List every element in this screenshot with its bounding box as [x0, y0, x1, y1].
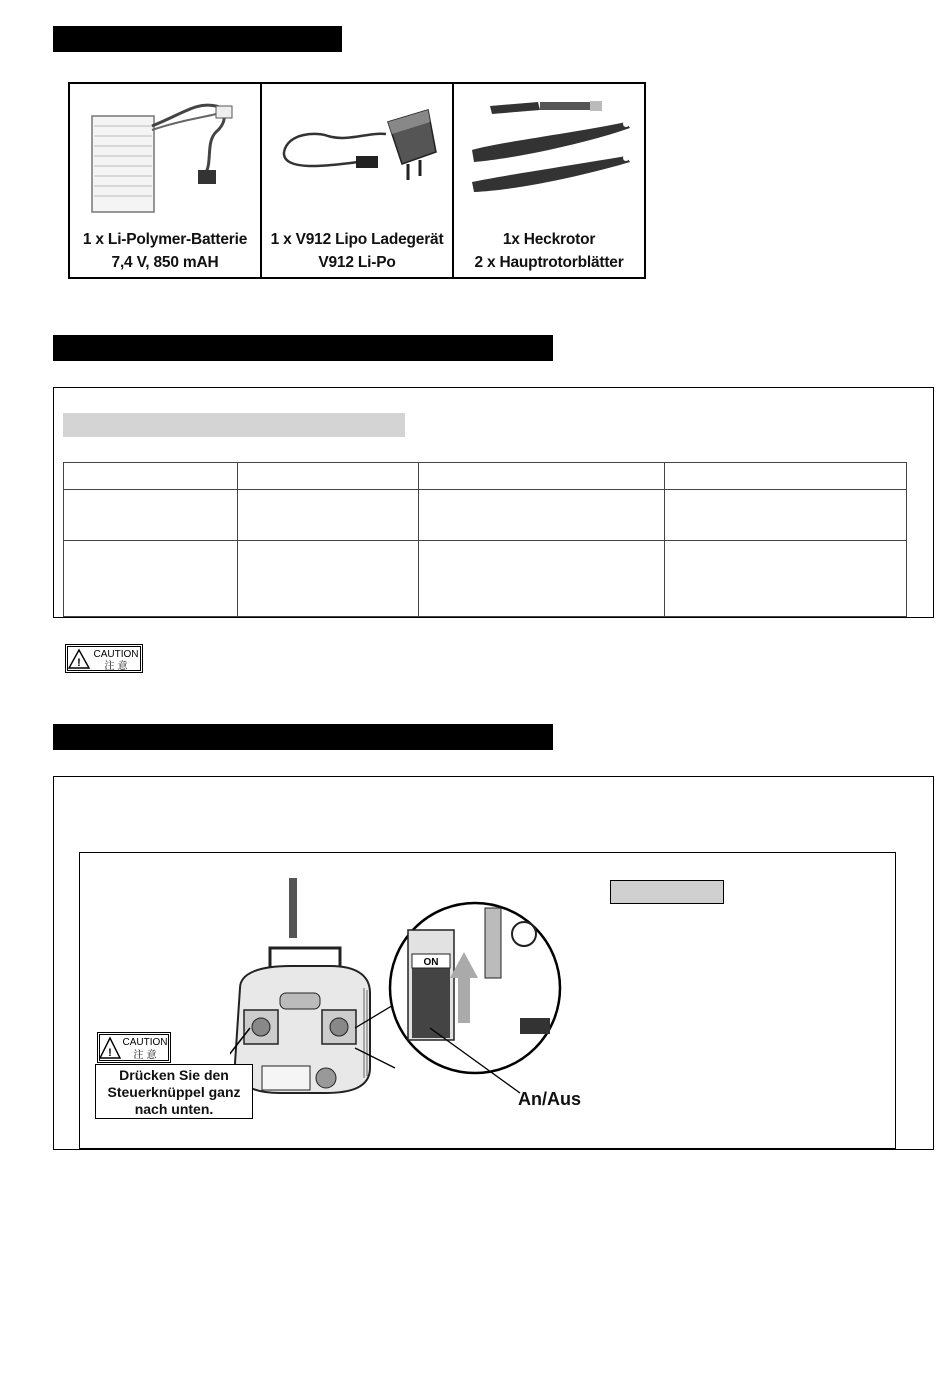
part-battery-line2: 7,4 V, 850 mAH	[111, 254, 219, 271]
section-header-bar-transmitter	[53, 724, 553, 750]
table-cell	[665, 490, 907, 541]
table-cell	[419, 490, 665, 541]
dpad-icon	[316, 1068, 336, 1088]
lcd-screen	[262, 1066, 310, 1090]
table-cell	[64, 541, 238, 617]
caution-label	[65, 644, 143, 673]
table-cell	[419, 541, 665, 617]
charging-table	[63, 462, 907, 617]
part-rotors-line2: 2 x Hauptrotorblätter	[474, 254, 624, 271]
table-cell	[665, 463, 907, 490]
table-cell	[238, 541, 419, 617]
svg-text:CAUTION: CAUTION	[122, 1037, 168, 1048]
part-charger	[262, 84, 454, 277]
subheading-highlight	[63, 413, 405, 437]
stick-note-line3: nach unten.	[134, 1101, 214, 1117]
table-cell	[64, 490, 238, 541]
parts-table	[68, 82, 646, 279]
charger-icon	[268, 92, 448, 222]
table-cell	[419, 463, 665, 490]
stick-note-line1: Drücken Sie den	[119, 1067, 229, 1083]
svg-text:注 意: 注 意	[104, 661, 128, 672]
part-rotors-line1: 1x Heckrotor	[502, 231, 596, 248]
antenna-icon	[289, 878, 297, 938]
caution-label-transmitter	[97, 1032, 171, 1063]
part-battery	[70, 84, 262, 277]
power-switch	[412, 968, 450, 1038]
table-cell	[64, 463, 238, 490]
highlight-tag	[610, 880, 724, 904]
part-battery-line1: 1 x Li-Polymer-Batterie	[82, 231, 248, 248]
part-charger-line2: V912 Li-Po	[318, 254, 396, 271]
svg-text:!: !	[77, 657, 81, 669]
section-header-bar-charging	[53, 335, 553, 361]
part-charger-line1: 1 x V912 Lipo Ladegerät	[270, 231, 444, 248]
battery-icon	[76, 92, 256, 222]
stick-note-line2: Steuerknüppel ganz	[107, 1084, 241, 1100]
rotor-blades-icon	[460, 92, 640, 222]
part-rotors	[454, 84, 644, 277]
svg-text:ON: ON	[423, 957, 439, 968]
table-cell	[665, 541, 907, 617]
table-cell	[238, 463, 419, 490]
svg-text:CAUTION: CAUTION	[93, 649, 139, 660]
power-switch-label: An/Aus	[518, 1089, 581, 1109]
svg-text:注 意: 注 意	[133, 1050, 157, 1061]
section-header-bar-accessories	[53, 26, 342, 52]
svg-text:!: !	[108, 1047, 112, 1059]
stick-note	[95, 1064, 253, 1119]
table-cell	[238, 490, 419, 541]
transmitter-illustration	[230, 878, 570, 1098]
